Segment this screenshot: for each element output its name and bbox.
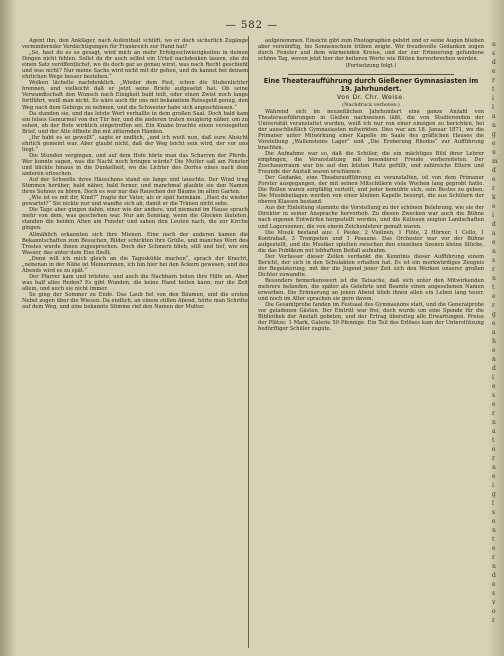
paragraph: Die Tage aber gingen dahin, einer wie der andere, und niemand im Hause sprach mehr von dem, was geschehen war. Nur am Sonntag, wenn die Glocken läuteten, standen die beiden Alten am Fenster und sahen den Leuten nach, die zur Kirche gingen.: [22, 207, 248, 232]
edge-letter: r: [492, 185, 495, 192]
article-body: [258, 109, 484, 333]
edge-letter: i: [492, 95, 494, 102]
paragraph: aufgenommen. Einsicht gibt zum Photographen gehört und er seine Augen blieben aber vernünftig, bis Sonnenschein trüben zeigte. Wir freudevolle Gedanken zogen durch Fenster und dem wärmenden Kreise, und der zur Erinnerung gefundene schöne Tag, wovon jetzt hier der heiteren Worte wie Blüten hervorbrechen werden.: [258, 38, 484, 63]
edge-letter: n: [492, 248, 496, 255]
paragraph: Da standen sie, und das letzte Wort verhallte in dem großen Saal. Doch bald kam ein leises Gemurmel von der Tür her, und die anderen traten neugierig näher, um zu sehen, ob der Bote wirklich eingetroffen sei. Ein Knabe brachte einen versiegelten Brief, und der Alte öffnete ihn mit zitternden Händen.: [22, 110, 248, 135]
edge-letter: n: [492, 563, 496, 570]
edge-letter: e: [492, 203, 496, 210]
edge-letter: e: [492, 383, 496, 390]
article-author: Von Dr. Chr. Weise.: [336, 94, 406, 102]
edge-letter: e: [492, 140, 496, 147]
edge-letter: r: [492, 266, 495, 273]
edge-letter: n: [492, 122, 496, 129]
edge-letter: n: [492, 419, 496, 426]
right-column: [258, 38, 484, 648]
edge-letter: t: [492, 536, 495, 543]
edge-letter: d: [492, 365, 496, 372]
edge-letter: a: [492, 428, 496, 435]
adjacent-page-edge-text: [492, 40, 502, 625]
edge-letter: e: [492, 320, 496, 327]
column-divider: [248, 36, 249, 648]
edge-letter: e: [492, 545, 496, 552]
paragraph: „Denn will ich mich gleich an die Tageskühle machen“, sprach der Knecht, „nebenan in der Nähe ist Meinerinnen, ich bin hier bei den Äckern gewesen, und des Abends wird es zu spät.“: [22, 255, 248, 274]
edge-letter: s: [492, 392, 496, 399]
paragraph: „Wie ist es mit dir, Kind?“ fragte der Vater, als er spät heimkam. „Hast du wieder gewartet?“ Sie nickte nur und wandte sich ab, damit er die Tränen nicht sehe.: [22, 195, 248, 208]
paragraph: Der Verfasser dieser Zeilen verdankt die Kenntnis dieser Aufführung einem Bericht, der sich in den Schulakten erhalten hat. Es ist ein merkwürdiges Zeugnis der Begeisterung, mit der die Jugend jener Zeit sich den Werken unserer großen Dichter zuwandte.: [258, 253, 484, 278]
paragraph: Aus der Einleitung stammte die Vorstellung zu der schönen Belehrung, wie sie der Direktor in seiner Ansprache hervorhob. Zu diesen Zwecken war auch die Bühne nach eigenen Entwürfen hergestellt worden, und die Kulissen zeigten Landschaften und Lagerszenen, die von einem Zeichenlehrer gemalt waren.: [258, 205, 484, 230]
edge-letter: l: [492, 500, 494, 507]
edge-letter: i: [492, 482, 494, 489]
article-heading: Eine Theateraufführung durch Gießener Gymnasiasten im 19. Jahrhundert.: [263, 77, 479, 93]
edge-letter: a: [492, 113, 496, 120]
edge-letter: r: [492, 554, 495, 561]
paragraph: Auf der Schwelle ihres Häuschens stand sie lange und lauschte. Der Wind trug Stimmen herüber, bald näher, bald ferner, und manchmal glaubte sie den Namen ihres Sohnes zu hören. Doch es war nur das Rauschen der Bäume im alten Garten.: [22, 177, 248, 196]
edge-letter: e: [492, 446, 496, 453]
edge-letter: e: [492, 518, 496, 525]
paragraph: Wolken lächelte nachdenklich. „Wieder dem Fest, schon die Stubenlichter brennen, und vielleicht daß er jetzt seine Briefe aufgesetzt hat. Ob seine Verwandtschaft den Wunsch nach Einigkeit bald teilt, oder einen Zwist noch lange fortführt, weiß man nicht. Es wäre auch für uns mit bekanntem Reisegeld genug, den Weg nach dem Gebirge zu nehmen, und die Schwester habe sich angeschlossen.“: [22, 80, 248, 111]
edge-letter: n: [492, 356, 496, 363]
binding-shadow: [0, 0, 16, 656]
paragraph: So ging der Sommer zu Ende. Das Laub fiel von den Bäumen, und die ersten Nebel zogen über die Wiesen. Da endlich, an einem stillen Abend, hörte man Schritte auf dem Weg, und eine bekannte Stimme rief den Namen der Mutter.: [22, 291, 248, 311]
left-column: [22, 38, 248, 648]
edge-letter: e: [492, 347, 496, 354]
edge-letter: r: [492, 77, 495, 84]
edge-letter: n: [492, 275, 496, 282]
edge-letter: r: [492, 455, 495, 462]
edge-letter: l: [492, 104, 494, 111]
edge-letter: g: [492, 311, 496, 318]
edge-letter: e: [492, 293, 496, 300]
edge-letter: g: [492, 131, 496, 138]
edge-letter: i: [492, 374, 494, 381]
edge-letter: e: [492, 176, 496, 183]
edge-letter: m: [492, 158, 498, 165]
edge-letter: k: [492, 194, 496, 201]
edge-letter: r: [492, 302, 495, 309]
paragraph: Die Aufnahme war so, daß die Schüler, die ein mächtiges Bild ihrer Lehrer empfingen, die Veranstaltung mit besonderer Freude vorbereiteten. Der Zuschauerraum war bis auf den letzten Platz gefüllt, und zahlreiche Eltern und Freunde der Anstalt waren erschienen.: [258, 150, 484, 176]
edge-letter: o: [492, 608, 496, 615]
paragraph: Die Musik bestand aus: 1 Pauke, 2 Violinen, 1 Flöte, 2 Hörner, 1 Cello, 1 Kontrabaß, 3 Trompeten und 1 Posaune. Das Orchester war vor der Bühne aufgestellt, und die Musiker spielten zwischen den einzelnen Szenen kleine Stücke, die das Publikum mit lebhaftem Beifall aufnahm.: [258, 229, 484, 254]
edge-letter: e: [492, 68, 496, 75]
paragraph: Während sich im neuzeitlichen Jahrhundert eine ganze Anzahl von Theaterausführungen in Gießen nachweisen läßt, die von Studierenden der Universität veranstaltet wurden, weiß ich nur von einer einzigen zu berichten, bei der ausschließlich Gymnasiasten mitwirkten. Dies war am 18. Januar 1871, wo die Primaner unter Mitwirkung einer Kapelle im Saale des gräflichen Hauses die Vorstellung „Wallensteins Lager“ und „Die Eroberung Rhodos“ zur Aufführung brachten.: [258, 108, 484, 151]
edge-letter: a: [492, 329, 496, 336]
paragraph: Der Gedanke, eine Theateraufführung zu veranstalten, ist von dem Primaner Forster ausgegangen, der mit seinen Mitschülern viele Wochen lang geprobt hatte. Die Rollen waren sorgfältig verteilt, und jeder bemühte sich, sein Bestes zu geben. Die Musikbeilagen wurden von einer kleinen Kapelle besorgt, die aus Schülern der oberen Klassen bestand.: [258, 175, 484, 206]
edge-letter: e: [492, 401, 496, 408]
page-number: — 582 —: [225, 20, 279, 31]
edge-letter: d: [492, 59, 496, 66]
paragraph: Der Pfarrer kam und tröstete, und auch die Nachbarn boten ihre Hilfe an. Aber was half alles Reden? Es gibt Wunden, die keine Hand heilen kann, nur die Zeit allein, und auch sie nicht immer.: [22, 273, 248, 292]
edge-letter: s: [492, 590, 496, 597]
edge-letter: t: [492, 284, 495, 291]
paragraph: Besonders bemerkenswert ist die Tatsache, daß sich unter den Mitwirkenden mehrere befanden, die später als Gelehrte und Beamte einen angesehenen Namen erwarben. Die Erinnerung an jenen Abend blieb ihnen allen ein Leben lang teuer, und noch im Alter sprachen sie gern davon.: [258, 277, 484, 303]
paragraph: Allmählich erkannten sich ihre Mienen. Eine nach der anderen kamen die Bekanntschaften zum Besuchen, Bilder schickten ihre Grüße, und manches Wort des Trostes wurde ihnen zugesprochen. Doch der Schmerz blieb, still und tief, wie ein Wasser, das unter dem Eise fließt.: [22, 231, 248, 256]
edge-letter: n: [492, 41, 496, 48]
edge-letter: t: [492, 86, 495, 93]
paragraph: Agent ihn, den Ankläger, nach Aufenthalt schildt, wo er doch sicherlich Zugänge vermindernder Verdächtigungen für Frankreich zur Hand hat?: [22, 38, 248, 51]
continued-note: (Fortsetzung folgt.): [345, 63, 397, 70]
edge-letter: r: [492, 617, 495, 624]
edge-letter: v: [492, 599, 496, 606]
edge-letter: e: [492, 473, 496, 480]
edge-letter: a: [492, 230, 496, 237]
edge-letter: t: [492, 437, 495, 444]
edge-letter: e: [492, 239, 496, 246]
paragraph: „Ihr habt es so gewollt“, sagte er endlich, „und ich weiß nun, daß eure Absicht ehrlich gemeint war. Aber glaubt nicht, daß der Weg leicht sein wird, der vor uns liegt.“: [22, 134, 248, 153]
right-column-top-text: [258, 38, 484, 62]
edge-letter: r: [492, 410, 495, 417]
edge-letter: d: [492, 221, 496, 228]
edge-letter: s: [492, 257, 496, 264]
edge-letter: n: [492, 464, 496, 471]
reprint-note: (Nachdruck verboten.): [342, 101, 400, 108]
edge-letter: s: [492, 50, 496, 57]
edge-letter: d: [492, 572, 496, 579]
edge-letter: s: [492, 509, 496, 516]
edge-letter: e: [492, 581, 496, 588]
edge-letter: h: [492, 338, 496, 345]
edge-letter: n: [492, 527, 496, 534]
edge-letter: d: [492, 167, 496, 174]
edge-letter: g: [492, 491, 496, 498]
paragraph: „So, hast du es so gesagt, wird mich an mehr Erfolgsschwierigkeiten in deinen Dingen nicht fehlen. Sollst du dir auch selbst ein Urteil nachdenken lassen, ehe du einen Satz veröffentlichst, wo du doch gar so genau wirst, was nach Recht geschieht und was nicht? Nur meine Sache wird nicht mit dir gehen, und du kannst bei deinem ehrlichen Wege besser bestehen.“: [22, 50, 248, 81]
section-rule: [288, 74, 454, 75]
edge-letter: i: [492, 212, 494, 219]
paragraph: Die Gesamtprobe fanden im Festsaal des Gymnasiums statt, und die Generalprobe vor geladenen Gästen. Der Eintritt war frei, doch wurde um eine Spende für die Bibliothek der Anstalt gebeten, und der Ertrag überstieg alle Erwartungen. Preise der Plätze: 1 Mark, Galerie 50 Pfennige. Ein Teil des Erlöses kam der Unterstützung bedürftiger Schüler zugute.: [258, 302, 484, 333]
paragraph: Die Stunden vergingen, und auf dem Hofe hörte man das Scharren der Pferde. Wer konnte sagen, was die Nacht noch bringen würde? Die Mutter saß am Fenster und blickte hinaus in die Dunkelheit, wo die Lichter des Dorfes eines nach dem anderen erloschen.: [22, 152, 248, 178]
edge-letter: u: [492, 149, 496, 156]
